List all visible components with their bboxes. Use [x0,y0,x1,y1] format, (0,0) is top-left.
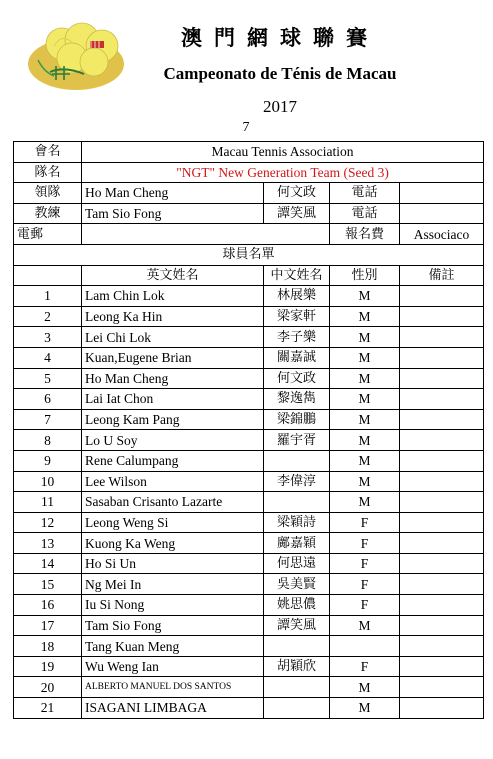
col-header-no [14,265,82,286]
player-en-name: Sasaban Crisanto Lazarte [82,492,264,513]
player-en-name: Lei Chi Lok [82,327,264,348]
phone-value-2 [400,203,484,224]
player-remarks [400,533,484,554]
players-section-title: 球員名單 [14,244,484,265]
player-sex: F [330,656,400,677]
player-remarks [400,636,484,657]
player-remarks [400,471,484,492]
player-no: 17 [14,615,82,636]
player-no: 10 [14,471,82,492]
col-header-zh-name: 中文姓名 [264,265,330,286]
player-remarks [400,368,484,389]
player-zh-name: 梁錦鵬 [264,409,330,430]
phone-label-2: 電話 [330,203,400,224]
table-row [14,306,484,327]
player-en-name: Rene Calumpang [82,450,264,471]
phone-value [400,183,484,204]
col-header-sex: 性別 [330,265,400,286]
player-remarks [400,306,484,327]
player-zh-name: 鄺嘉穎 [264,533,330,554]
table-row [14,347,484,368]
player-zh-name: 姚思儂 [264,595,330,616]
col-header-en-name: 英文姓名 [82,265,264,286]
player-sex: M [330,347,400,368]
player-en-name: Lo U Soy [82,430,264,451]
player-no: 13 [14,533,82,554]
player-sex: F [330,512,400,533]
player-no: 20 [14,677,82,698]
player-sex: F [330,595,400,616]
email-row [14,224,484,245]
association-logo [24,14,134,94]
player-no: 8 [14,430,82,451]
player-en-name: Lam Chin Lok [82,286,264,307]
player-remarks [400,409,484,430]
title-chinese: 澳門網球聯賽 [181,25,379,50]
leader-zh: 何文政 [264,183,330,204]
player-en-name: Tam Sio Fong [82,615,264,636]
player-remarks [400,327,484,348]
player-zh-name: 何文政 [264,368,330,389]
coach-label: 教練 [14,203,82,224]
player-no: 19 [14,656,82,677]
player-remarks [400,656,484,677]
player-sex: M [330,368,400,389]
player-no: 21 [14,698,82,719]
player-zh-name: 李子樂 [264,327,330,348]
player-zh-name: 何思遠 [264,553,330,574]
player-sex: F [330,574,400,595]
table-row [14,512,484,533]
player-sex: M [330,615,400,636]
player-zh-name: 譚笑風 [264,615,330,636]
coach-row [14,203,484,224]
players-section-row [14,244,484,265]
fee-label: 報名費 [330,224,400,245]
player-en-name: Lee Wilson [82,471,264,492]
player-remarks [400,595,484,616]
player-en-name: Lai Iat Chon [82,389,264,410]
player-zh-name [264,492,330,513]
player-remarks [400,389,484,410]
player-en-name: ALBERTO MANUEL DOS SANTOS [82,677,264,698]
player-zh-name: 黎逸雋 [264,389,330,410]
player-no: 2 [14,306,82,327]
player-sex: M [330,286,400,307]
player-sex: M [330,677,400,698]
player-remarks [400,615,484,636]
table-row [14,656,484,677]
player-zh-name [264,677,330,698]
table-row [14,430,484,451]
fee-value: Associaco [400,224,484,245]
sheet-number: 7 [242,120,250,135]
assoc-label: 會名 [14,142,82,163]
player-en-name: Kuong Ka Weng [82,533,264,554]
player-zh-name: 梁穎詩 [264,512,330,533]
player-remarks [400,574,484,595]
player-en-name: Tang Kuan Meng [82,636,264,657]
player-no: 12 [14,512,82,533]
player-no: 9 [14,450,82,471]
team-registration-table [13,141,484,719]
player-no: 11 [14,492,82,513]
player-sex: M [330,450,400,471]
players-header-row [14,265,484,286]
year: 2017 [263,97,297,116]
player-sex: M [330,327,400,348]
email-label: 電郵 [14,224,82,245]
player-no: 16 [14,595,82,616]
player-sex: M [330,492,400,513]
player-remarks [400,492,484,513]
table-row [14,492,484,513]
email-value [82,224,330,245]
player-en-name: Leong Weng Si [82,512,264,533]
player-sex: M [330,698,400,719]
col-header-remarks: 備註 [400,265,484,286]
player-no: 5 [14,368,82,389]
player-en-name: Wu Weng Ian [82,656,264,677]
player-sex: F [330,533,400,554]
player-no: 18 [14,636,82,657]
player-no: 6 [14,389,82,410]
player-remarks [400,698,484,719]
player-zh-name [264,636,330,657]
player-sex: M [330,389,400,410]
player-sex: M [330,430,400,451]
player-remarks [400,677,484,698]
coach-en: Tam Sio Fong [82,203,264,224]
table-row [14,595,484,616]
table-row [14,409,484,430]
player-en-name: ISAGANI LIMBAGA [82,698,264,719]
table-row [14,615,484,636]
table-row [14,636,484,657]
player-en-name: Leong Kam Pang [82,409,264,430]
player-remarks [400,450,484,471]
team-value: "NGT" New Generation Team (Seed 3) [82,162,484,183]
title-portuguese: Campeonato de Ténis de Macau [163,64,397,83]
coach-zh: 譚笑風 [264,203,330,224]
player-remarks [400,430,484,451]
player-zh-name: 林展樂 [264,286,330,307]
player-en-name: Iu Si Nong [82,595,264,616]
association-row [14,142,484,163]
assoc-value: Macau Tennis Association [82,142,484,163]
player-zh-name: 吳美賢 [264,574,330,595]
player-remarks [400,512,484,533]
table-row [14,698,484,719]
player-zh-name [264,450,330,471]
player-sex [330,636,400,657]
player-sex: M [330,306,400,327]
player-sex: M [330,409,400,430]
leader-row [14,183,484,204]
table-row [14,286,484,307]
player-en-name: Ho Man Cheng [82,368,264,389]
table-row [14,574,484,595]
player-zh-name: 關嘉誠 [264,347,330,368]
player-no: 7 [14,409,82,430]
leader-en: Ho Man Cheng [82,183,264,204]
table-row [14,553,484,574]
player-zh-name: 梁家軒 [264,306,330,327]
table-row [14,677,484,698]
table-row [14,327,484,348]
player-en-name: Kuan,Eugene Brian [82,347,264,368]
table-row [14,471,484,492]
team-label: 隊名 [14,162,82,183]
player-sex: M [330,471,400,492]
player-no: 3 [14,327,82,348]
player-no: 14 [14,553,82,574]
table-row [14,533,484,554]
table-row [14,368,484,389]
player-no: 1 [14,286,82,307]
team-row [14,162,484,183]
player-remarks [400,553,484,574]
player-zh-name: 胡穎欣 [264,656,330,677]
player-remarks [400,286,484,307]
player-en-name: Ho Si Un [82,553,264,574]
player-zh-name: 李偉淳 [264,471,330,492]
player-sex: F [330,553,400,574]
phone-label: 電話 [330,183,400,204]
leader-label: 領隊 [14,183,82,204]
player-no: 4 [14,347,82,368]
table-row [14,450,484,471]
player-zh-name: 羅宇胥 [264,430,330,451]
table-row [14,389,484,410]
player-zh-name [264,698,330,719]
player-en-name: Ng Mei In [82,574,264,595]
player-remarks [400,347,484,368]
player-no: 15 [14,574,82,595]
player-en-name: Leong Ka Hin [82,306,264,327]
